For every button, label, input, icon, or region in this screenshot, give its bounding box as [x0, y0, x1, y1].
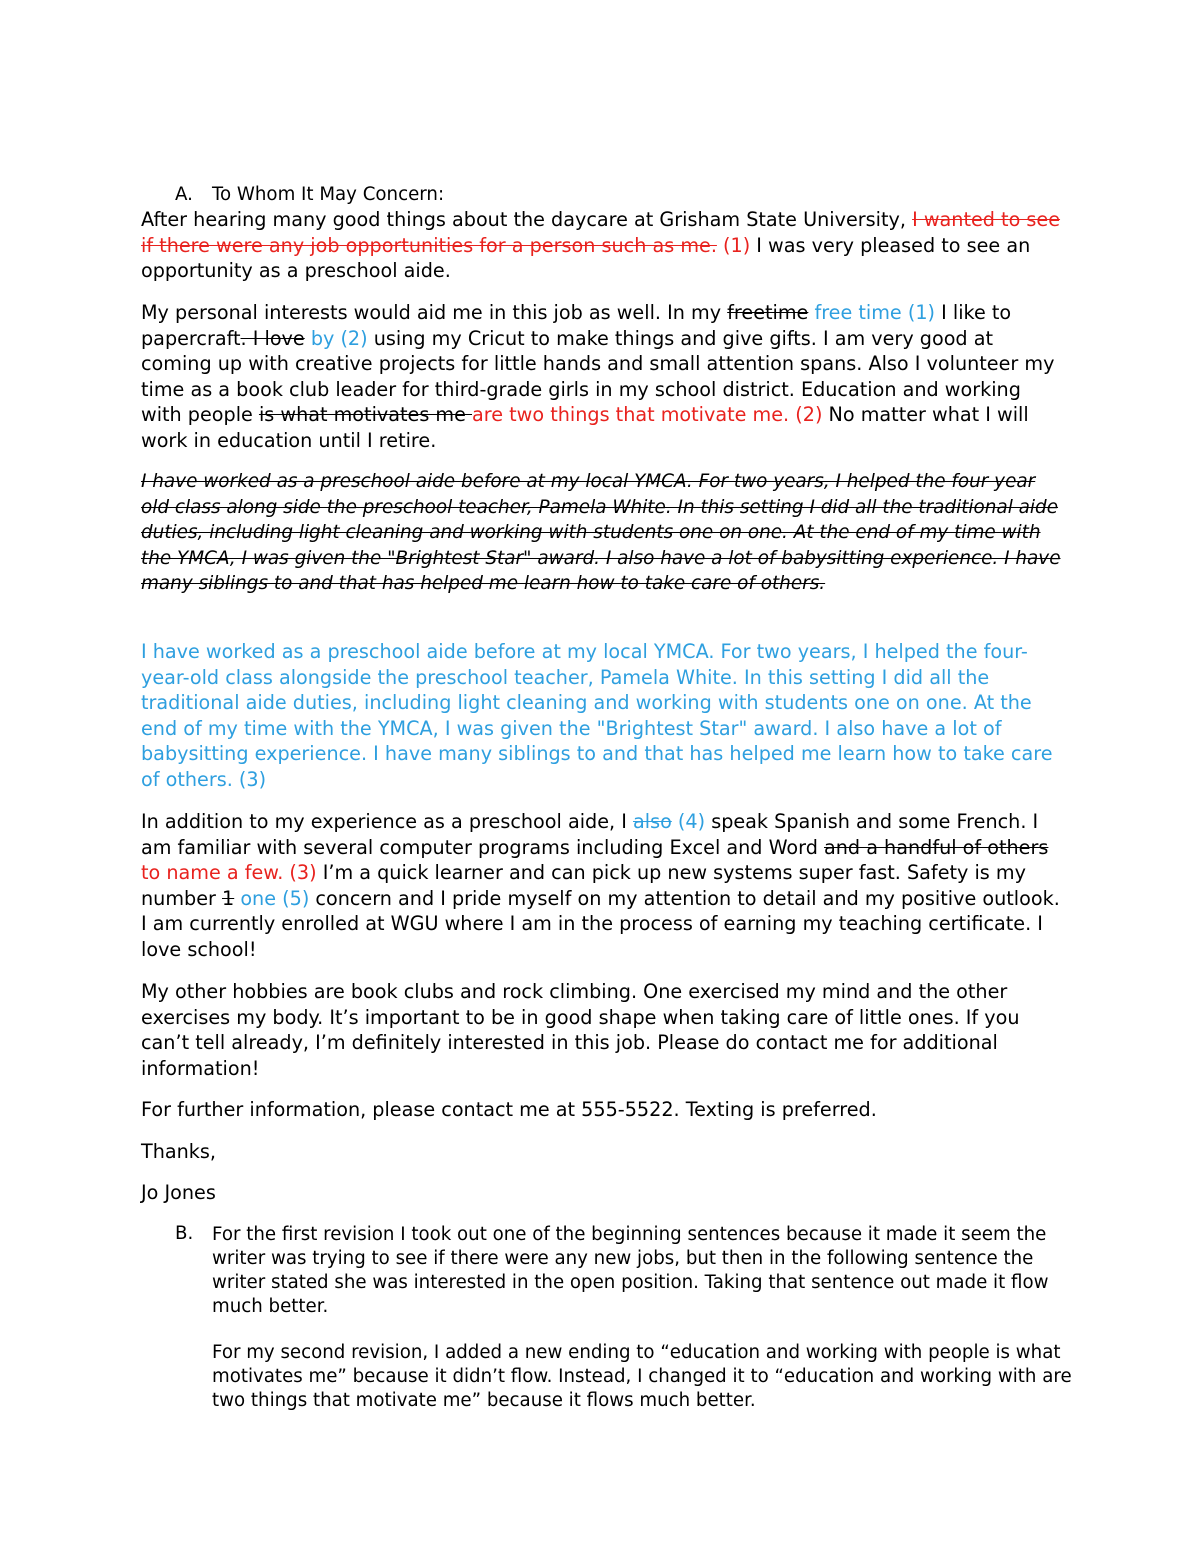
list-label-b: B. — [175, 1223, 194, 1244]
deleted-text: and a handful of others — [824, 835, 1049, 859]
text-run: concern and I pride myself on my attention to detail and my positive outlook. I am currently enrolled at WGU where I am in the process of earning my teaching certificate. I love school! — [141, 886, 1060, 961]
deleted-text: 1 — [222, 886, 235, 910]
text-run: speak Spanish and some French. I am familiar with several computer programs including Excel and Word — [141, 810, 1039, 859]
paragraph-deleted-experience: I have worked as a preschool aide before at my local YMCA. For two years, I helped the four year old class along side the preschool teacher, Pamela White. In this setting I did all the traditional aide duties, including light cleaning and working with students one on one. At the end of my time with the YMCA, I was given the "Brightest Star" award. I also have a lot of babysitting experience. I have many siblings to and that has helped me learn how to take care of others. — [141, 471, 1061, 595]
salutation: To Whom It May Concern: — [212, 184, 445, 205]
inserted-text: are two things that motivate me. (2) — [472, 403, 823, 427]
text-run: After hearing many good things about the daycare at Grisham State University, — [141, 208, 913, 231]
inserted-text: to name a few. (3) — [141, 861, 317, 885]
inserted-text: one (5) — [234, 886, 310, 910]
closing: Thanks, — [141, 1140, 217, 1163]
paragraph-skills — [141, 809, 1066, 963]
paragraph-contact: For further information, please contact me at 555-5522. Texting is preferred. — [141, 1098, 877, 1121]
paragraph-interests — [141, 300, 1066, 454]
revision-note-2: For my second revision, I added a new ending to “education and working with people is what motivates me” because it didn’t flow. Instead, I changed it to “education and working with are two things that motivate me” because it flows much better. — [212, 1342, 1072, 1411]
text-run: No matter what I will work in education until I retire. — [141, 403, 1029, 452]
paragraph-inserted-experience: I have worked as a preschool aide before at my local YMCA. For two years, I helped the four-year-old class alongside the preschool teacher, Pamela White. In this setting I did all the traditional aide duties, including light cleaning and working with students one on one. At the end of my time with the YMCA, I was given the "Brightest Star" award. I also have a lot of babysitting experience. I have many siblings to and that has helped me learn how to take care of others. (3) — [141, 640, 1053, 791]
deleted-text: freetime — [727, 301, 809, 324]
text-run: I like to papercraft — [141, 301, 1012, 350]
deleted-text: also — [632, 810, 672, 833]
inserted-text: by (2) — [304, 326, 368, 350]
text-run: I was very pleased to see an opportunity as a preschool aide. — [141, 233, 1031, 283]
signature: Jo Jones — [141, 1181, 216, 1204]
revision-note-1: For the first revision I took out one of the beginning sentences because it made it seem the writer was trying to see if there were any new jobs, but then in the following sentence the writer stated she was interested in the open position. Taking that sentence out made it flow much better. — [212, 1224, 1049, 1317]
paragraph-intro — [141, 207, 1066, 284]
deleted-text: is what motivates me — [258, 403, 473, 427]
inserted-text: free time (1) — [808, 301, 936, 324]
list-label-a: A. — [175, 184, 193, 205]
inserted-text: (4) — [671, 810, 706, 833]
text-run: My personal interests would aid me in this job as well. In my — [141, 301, 728, 324]
revision-mark: (1) — [716, 233, 751, 257]
deleted-sentence: I wanted to see if there were any job opportunities for a person such as me. — [141, 208, 1061, 257]
paragraph-hobbies: My other hobbies are book clubs and rock climbing. One exercised my mind and the other exercises my body. It’s important to be in good shape when taking care of little ones. If you can’t tell already, I’m definitely interested in this job. Please do contact me for additional information! — [141, 980, 1020, 1080]
text-run: I’m a quick learner and can pick up new systems super fast. Safety is my number — [141, 861, 1026, 910]
deleted-text: . I love — [240, 326, 305, 350]
text-run: using my Cricut to make things and give gifts. I am very good at coming up with creative projects for little hands and small attention spans. Also I volunteer my time as a book club leader for third-grade girls in my school district. Education and working with people — [141, 326, 1055, 427]
text-run: In addition to my experience as a preschool aide, I — [141, 810, 633, 833]
